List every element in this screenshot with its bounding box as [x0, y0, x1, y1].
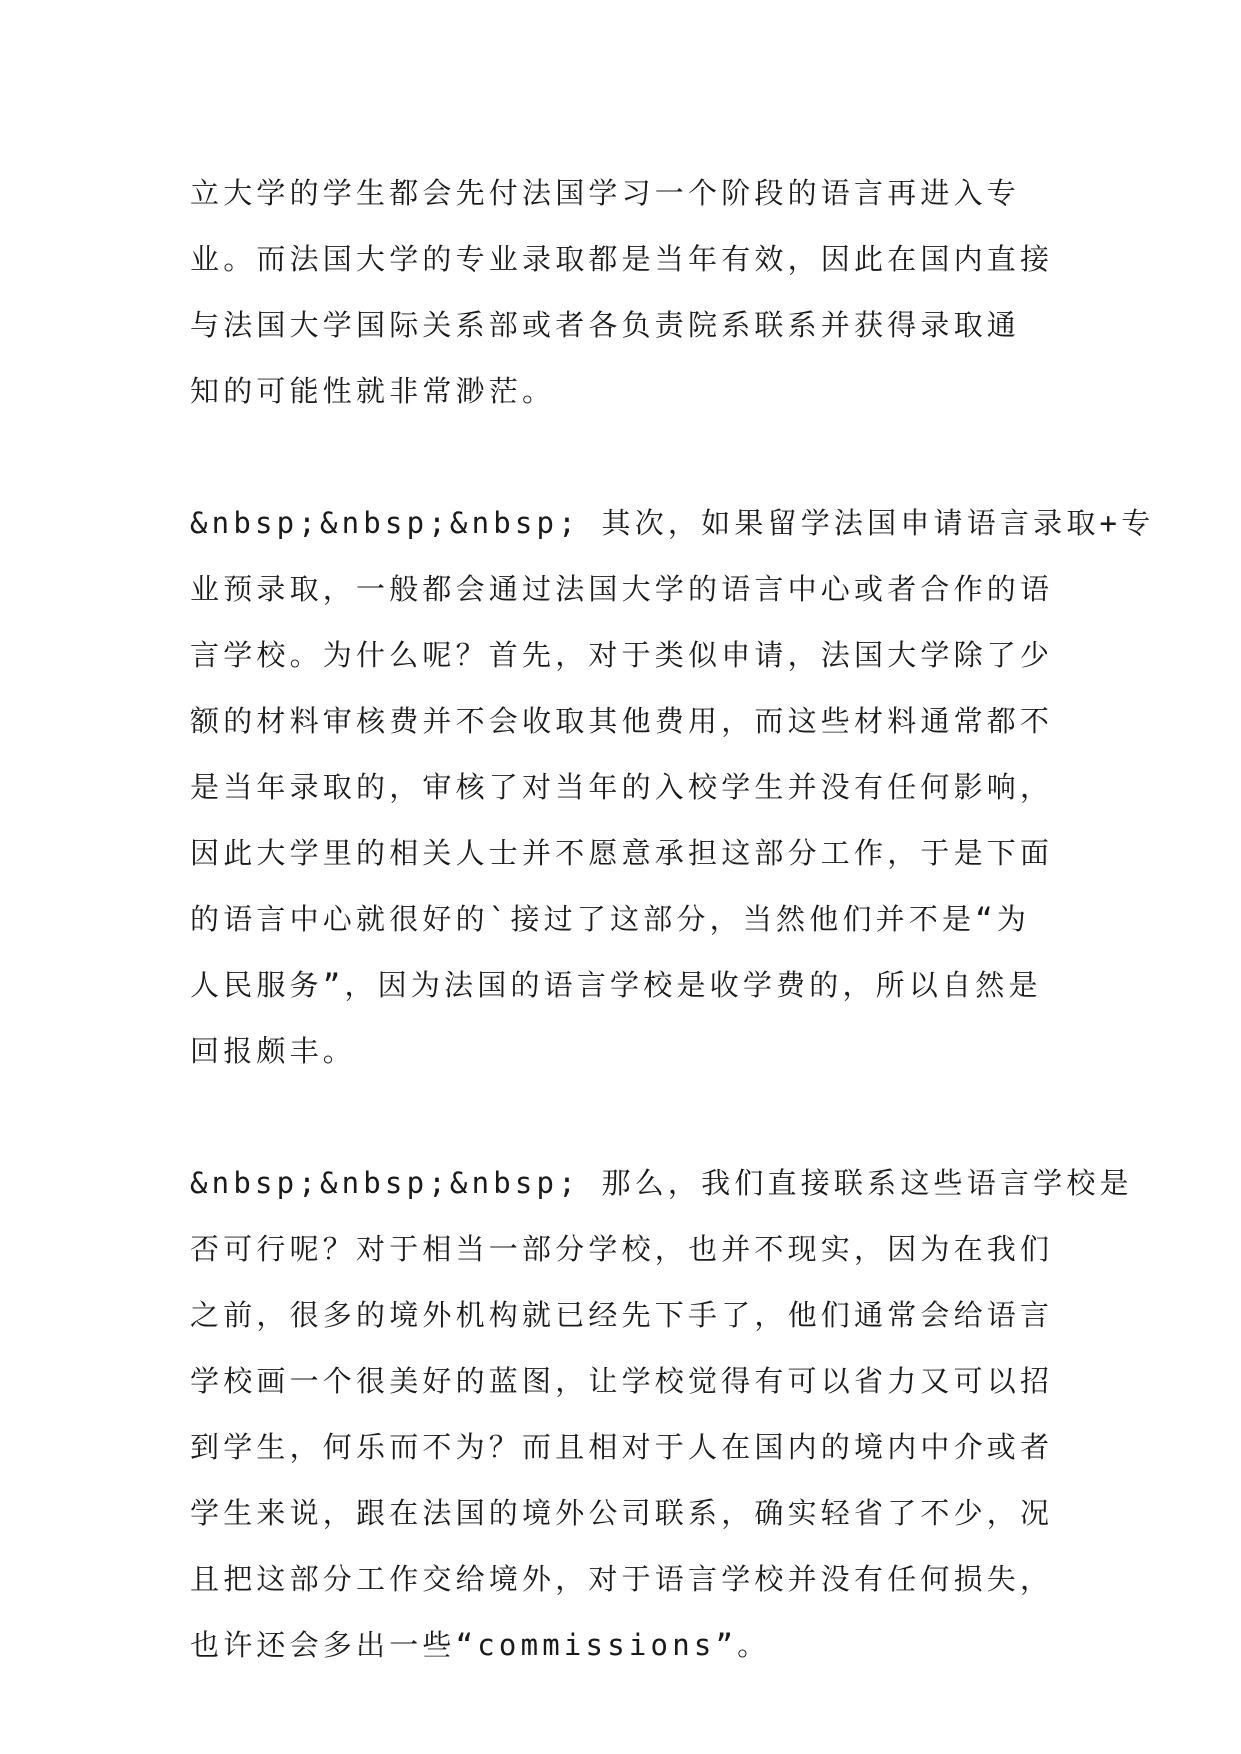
- text-line: 之前，很多的境外机构就已经先下手了，他们通常会给语言: [190, 1298, 1054, 1332]
- text-line: 否可行呢？对于相当一部分学校，也并不现实，因为在我们: [190, 1232, 1054, 1266]
- text-line: 且把这部分工作交给境外，对于语言学校并没有任何损失，: [190, 1562, 1054, 1596]
- text-line: 人民服务”，因为法国的语言学校是收学费的，所以自然是: [190, 968, 1042, 1002]
- text-line: &nbsp;&nbsp;&nbsp; 那么，我们直接联系这些语言学校是: [190, 1166, 1133, 1200]
- text-line: &nbsp;&nbsp;&nbsp; 其次，如果留学法国申请语言录取+专: [190, 506, 1155, 540]
- text-line: 回报颇丰。: [190, 1034, 357, 1068]
- text-line: 也许还会多出一些“commissions”。: [190, 1628, 771, 1662]
- paragraph-1: [190, 160, 1070, 424]
- text-line: 立大学的学生都会先付法国学习一个阶段的语言再进入专: [190, 176, 1021, 210]
- document-body: [190, 160, 1155, 1678]
- text-line: 是当年录取的，审核了对当年的入校学生并没有任何影响，: [190, 770, 1054, 804]
- text-line: 到学生，何乐而不为？而且相对于人在国内的境内中介或者: [190, 1430, 1054, 1464]
- paragraph-2: [190, 490, 1155, 1084]
- paragraph-3: [190, 1150, 1133, 1678]
- text-line: 业预录取，一般都会通过法国大学的语言中心或者合作的语: [190, 572, 1054, 606]
- text-line: 因此大学里的相关人士并不愿意承担这部分工作，于是下面: [190, 836, 1054, 870]
- text-line: 学校画一个很美好的蓝图，让学校觉得有可以省力又可以招: [190, 1364, 1054, 1398]
- text-line: 额的材料审核费并不会收取其他费用，而这些材料通常都不: [190, 704, 1054, 738]
- text-line: 言学校。为什么呢？首先，对于类似申请，法国大学除了少: [190, 638, 1054, 672]
- text-line: 学生来说，跟在法国的境外公司联系，确实轻省了不少，况: [190, 1496, 1054, 1530]
- text-line: 与法国大学国际关系部或者各负责院系联系并获得录取通: [190, 308, 1021, 342]
- text-line: 业。而法国大学的专业录取都是当年有效，因此在国内直接: [190, 242, 1054, 276]
- text-line: 的语言中心就很好的`接过了这部分，当然他们并不是“为: [190, 902, 1031, 936]
- text-line: 知的可能性就非常渺茫。: [190, 374, 556, 408]
